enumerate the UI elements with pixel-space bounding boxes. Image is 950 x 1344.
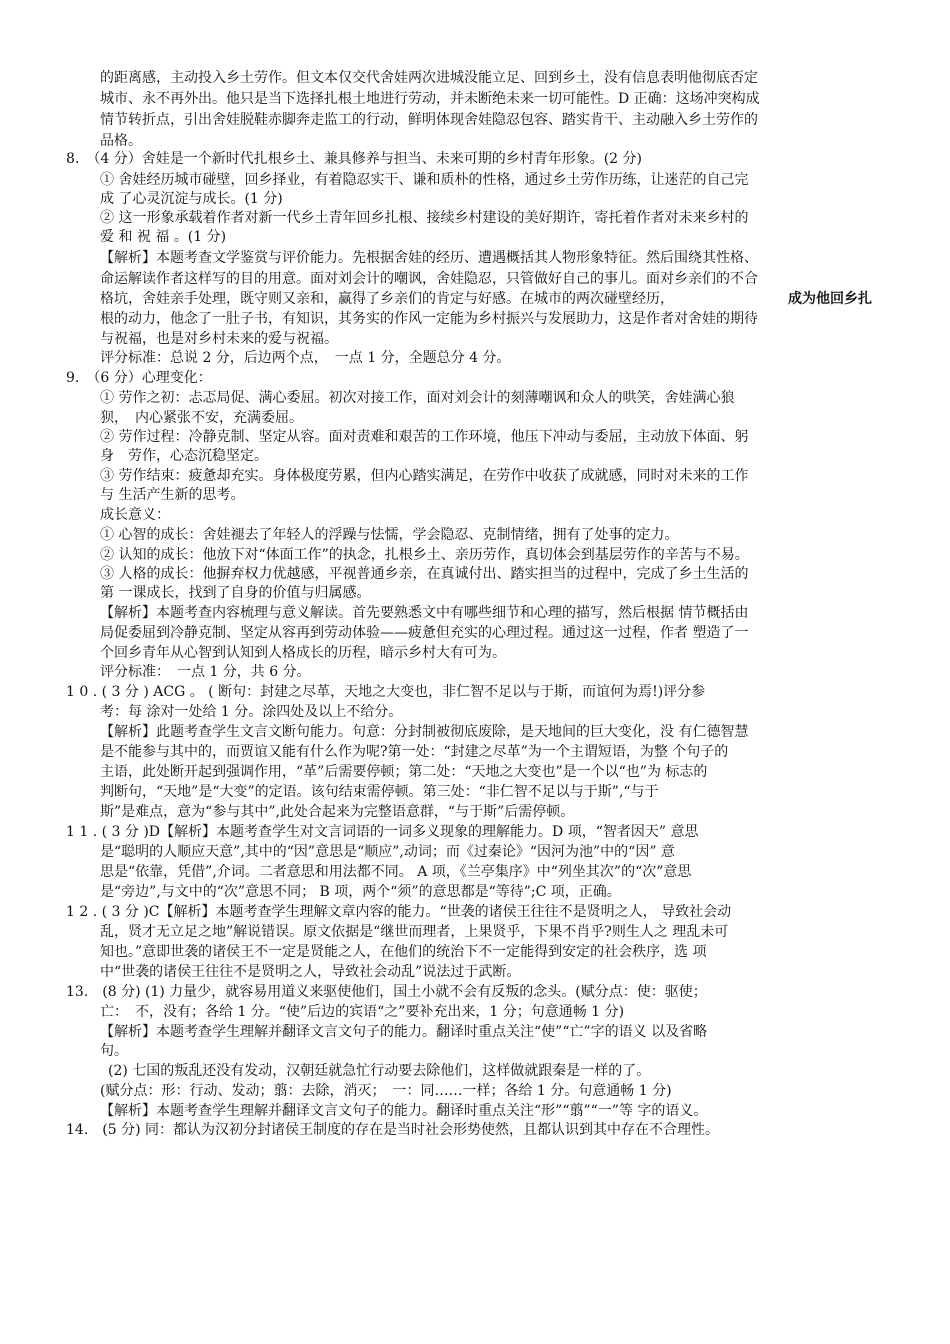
text-line: 14. (5 分) 同：都认为汉初分封诸侯王制度的存在是当时社会形势使然，且都认识到其中存在不合理性。 [66,1122,719,1138]
text-line: 是不能参与其中的，而贾谊又能有什么作为呢?第一处：“封建之尽革”为一个主谓短语，为整 个句子的 [100,744,729,760]
text-line: 身 劳作，心态沉稳坚定。 [100,448,268,464]
text-line: 第 一课成长，找到了自身的价值与归属感。 [100,585,371,601]
text-line: 的距离感，主动投入乡土劳作。但文本仅交代舍娃两次进城没能立足、回到乡土，没有信息表明他彻底否定 [100,70,758,86]
text-line: ① 心智的成长：舍娃褪去了年轻人的浮躁与怯懦，学会隐忍、克制情绪，拥有了处事的定力。 [100,527,679,543]
text-line: 中“世袭的诸侯王往往不是贤明之人，导致社会动乱”说法过于武断。 [100,964,521,980]
text-line: 狈， 内心紧张不安，充满委屈。 [100,410,303,426]
text-line: 乱，贤才无立足之地”解说错误。原文依据是“继世而理者，上果贤乎，下果不肖乎?则生人之 理乱未可 [100,924,729,940]
text-line: 个回乡青年从心智到认知到人格成长的历程，暗示乡村大有可为。 [100,645,506,661]
text-line: 【解析】本题考查学生理解并翻译文言文句子的能力。翻译时重点关注“形”“翦”“一”等 字的语义。 [100,1103,708,1119]
text-line: 【解析】本题考查内容梳理与意义解读。首先要熟悉文中有哪些细节和心理的描写，然后根据 情节概括由 [100,605,749,621]
text-line: 亡： 不，没有；各给 1 分。“使”后边的宾语“之”要补充出来，1 分；句意通畅 1 分) [100,1004,625,1020]
text-line: 城市、永不再外出。他只是当下选择扎根土地进行劳动，并未断绝未来一切可能性。D 正确：这场冲突构成 [100,91,760,107]
text-line: 与祝福，也是对乡村未来的爱与祝福。 [100,331,338,347]
text-line: 情节转折点，引出舍娃脱鞋赤脚奔走监工的行动，鲜明体现舍娃隐忍包容、踏实肯干、主动融入乡土劳作的 [100,112,758,128]
text-line: 是“旁边”,与文中的“次”意思不同； B 项，两个“须”的意思都是“等待”;C 项，正确。 [100,884,621,900]
text-line: 13. (8 分) (1) 力量少，就容易用道义来驱使他们，国土小就不会有反叛的念头。(赋分点：使：驱使； [66,984,707,1000]
text-line: 评分标准：总说 2 分，后边两个点， 一点 1 分，全题总分 4 分。 [100,350,511,366]
text-line: ① 舍娃经历城市碰壁，回乡择业，有着隐忍实干、谦和质朴的性格，通过乡土劳作历练，让迷茫的自己完 [100,172,749,188]
text-line: ② 认知的成长：他放下对“体面工作”的执念，扎根乡土、亲历劳作，真切体会到基层劳作的辛苦与不易。 [100,547,749,563]
text-line: ③ 劳作结束：疲惫却充实。身体极度劳累，但内心踏实满足，在劳作中收获了成就感，同时对未来的工作 [100,468,749,484]
text-line: 1 1 . ( 3 分 )D【解析】本题考查学生对文言词语的一词多义现象的理解能力。D 项，“智者因天” 意思 [66,824,699,840]
text-line: (赋分点：形：行动、发动；翦：去除，消灭； 一：同……一样；各给 1 分。句意通畅 1 分) [100,1083,672,1099]
text-line: 评分标准： 一点 1 分，共 6 分。 [100,664,311,680]
text-line: 1 0 . ( 3 分 ) ACG 。 ( 断句：封建之尽革，天地之大变也，非仁智不足以与于斯，而谊何为焉!)评分参 [66,684,706,700]
text-line: 命运解读作者这样写的目的用意。面对刘会计的嘲讽，舍娃隐忍，只管做好自己的事儿。面对乡亲们的不合 [100,271,758,287]
text-line: 判断句，“天地”是“大变”的定语。该句结束需停顿。第三处：“非仁智不足以与于斯”,“与于 [100,784,659,800]
text-line: 根的动力，他念了一肚子书，有知识，其务实的作风一定能为乡村振兴与发展助力，这是作者对舍娃的期待 [100,311,758,327]
text-line: 局促委屈到冷静克制、坚定从容再到劳动体验——疲惫但充实的心理过程。通过这一过程，作者 塑造了一 [100,625,749,641]
text-line: 思是“依靠，凭借”,介词。二者意思和用法都不同。 A 项，《兰亭集序》中“列坐其次”的“次”意思 [100,864,692,880]
text-line: 主语，此处断开起到强调作用，“革”后需要停顿；第二处：“天地之大变也”是一个以“也”为 标志的 [100,764,708,780]
text-line: 格坑，舍娃亲手处理，既守则又亲和，赢得了乡亲们的肯定与好感。在城市的两次碰壁经历， [100,291,674,307]
text-line: (2) 七国的叛乱还没有发动，汉朝廷就急忙行动要去除他们，这样做就跟秦是一样的了。 [108,1063,651,1079]
text-line: ② 这一形象承载着作者对新一代乡土青年回乡扎根、接续乡村建设的美好期许，寄托着作者对未来乡村的 [100,210,749,226]
text-line: ① 劳作之初：忐忑局促、满心委屈。初次对接工作，面对刘会计的刻薄嘲讽和众人的哄笑，舍娃满心狼 [100,390,735,406]
text-line: 品格。 [100,133,142,149]
text-line: 与 生活产生新的思考。 [100,487,245,503]
text-line: 爱 和 祝 福 。(1 分) [100,229,227,245]
text-line: 【解析】此题考查学生文言文断句能力。句意：分封制被彻底废除，是天地间的巨大变化，没 有仁德智慧 [100,724,749,740]
text-line: 9. （6 分）心理变化： [66,370,212,386]
text-line: 知也。”意即世袭的诸侯王不一定是贤能之人，在他们的统治下不一定能得到安定的社会秩序，选 项 [100,944,707,960]
text-line: 成为他回乡扎 [788,291,872,307]
text-line: 句。 [100,1043,128,1059]
text-line: 1 2 . ( 3 分 )C【解析】本题考查学生理解文章内容的能力。“世袭的诸侯王往往不是贤明之人， 导致社会动 [66,904,732,920]
text-line: ③ 人格的成长：他摒弃权力优越感，平视普通乡亲，在真诚付出、踏实担当的过程中，完成了乡土生活的 [100,566,749,582]
text-line: 【解析】本题考查文学鉴赏与评价能力。先根据舍娃的经历、遭遇概括其人物形象特征。然后围绕其性格、 [100,250,758,266]
text-line: 【解析】本题考查学生理解并翻译文言文句子的能力。翻译时重点关注“使”“亡”字的语义 以及省略 [100,1024,708,1040]
text-line: 8. （4 分）舍娃是一个新时代扎根乡土、兼具修养与担当、未来可期的乡村青年形象。(2 分) [66,151,642,167]
text-line: 斯”是难点，意为“参与其中”,此处合起来为完整语意群，“与于斯”后需停顿。 [100,804,575,820]
text-line: ② 劳作过程：冷静克制、坚定从容。面对责难和艰苦的工作环境，他压下冲动与委屈，主动放下体面、躬 [100,429,749,445]
text-line: 是“聪明的人顺应天意”,其中的“因”意思是“顺应”,动词；而《过秦论》“因河为池”中的“因” 意 [100,844,675,860]
text-line: 成 了心灵沉淀与成长。(1 分) [100,191,283,207]
text-line: 成长意义： [100,507,170,523]
text-line: 考：每 涂对一处给 1 分。涂四处及以上不给分。 [100,704,403,720]
